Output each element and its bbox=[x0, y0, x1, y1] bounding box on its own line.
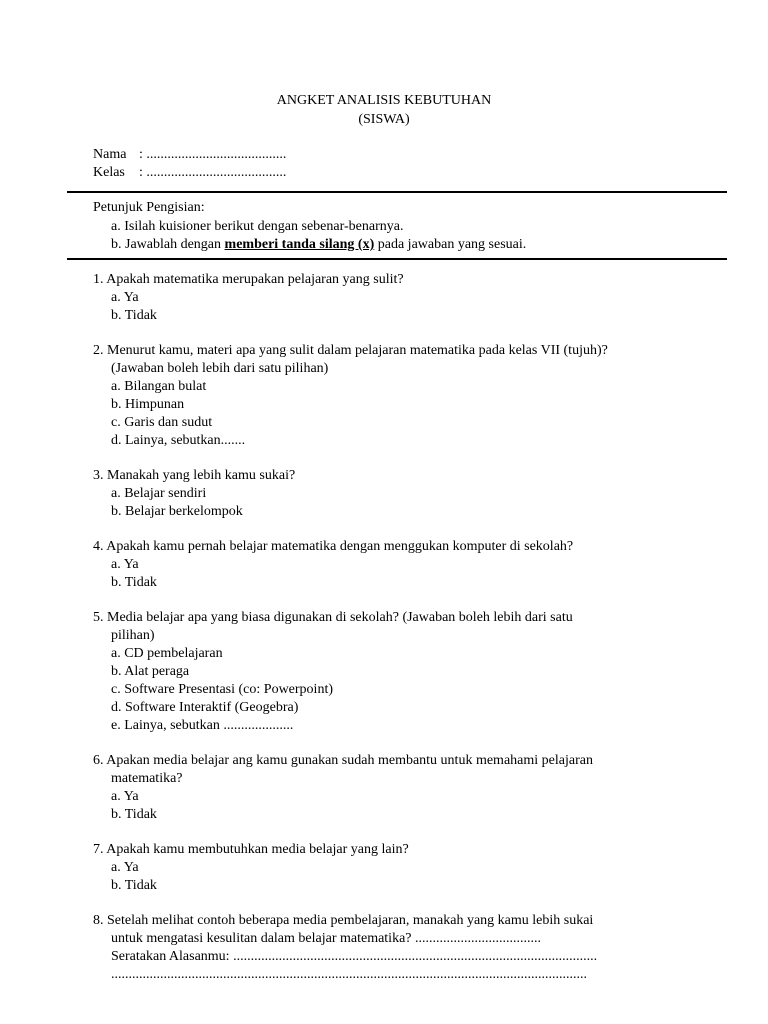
document-title: ANGKET ANALISIS KEBUTUHAN bbox=[276, 93, 492, 108]
name-label: Nama bbox=[93, 147, 127, 162]
instruction-a: a. Isilah kuisioner berikut dengan sebenar-benarnya. bbox=[111, 219, 404, 234]
class-blank: : ........................................ bbox=[139, 165, 287, 180]
top-divider bbox=[67, 191, 727, 193]
instructions-heading: Petunjuk Pengisian: bbox=[93, 200, 205, 215]
q3-option-b: b. Belajar berkelompok bbox=[111, 504, 243, 519]
q8-reason-line: Seratakan Alasanmu: ........................................................................................................ bbox=[111, 949, 598, 964]
class-field-row bbox=[93, 164, 286, 182]
q5-option-c: c. Software Presentasi (co: Powerpoint) bbox=[111, 682, 333, 697]
q7-option-b: b. Tidak bbox=[111, 878, 157, 893]
bottom-divider bbox=[67, 258, 727, 260]
q1-option-b: b. Tidak bbox=[111, 308, 157, 323]
q5-option-b: b. Alat peraga bbox=[111, 664, 190, 679]
question-7: 7. Apakah kamu membutuhkan media belajar yang lain? bbox=[93, 842, 409, 857]
q6-option-b: b. Tidak bbox=[111, 807, 157, 822]
instruction-b-prefix: b. Jawablah dengan bbox=[111, 237, 225, 252]
q5-option-d: d. Software Interaktif (Geogebra) bbox=[111, 700, 299, 715]
q2-option-d: d. Lainya, sebutkan....... bbox=[111, 433, 246, 448]
question-4: 4. Apakah kamu pernah belajar matematika dengan menggukan komputer di sekolah? bbox=[93, 539, 574, 554]
q2-option-b: b. Himpunan bbox=[111, 397, 185, 412]
q8-reason-continuation: ........................................................................................................................................ bbox=[111, 967, 587, 982]
q2-option-c: c. Garis dan sudut bbox=[111, 415, 213, 430]
q2-note: (Jawaban boleh lebih dari satu pilihan) bbox=[111, 361, 329, 376]
question-8-continued: untuk mengatasi kesulitan dalam belajar matematika? .................................... bbox=[111, 931, 542, 946]
instruction-b bbox=[111, 236, 526, 254]
q6-option-a: a. Ya bbox=[111, 789, 139, 804]
instruction-b-suffix: pada jawaban yang sesuai. bbox=[374, 237, 527, 252]
name-field-row bbox=[93, 146, 286, 164]
question-6: 6. Apakan media belajar ang kamu gunakan sudah membantu untuk memahami pelajaran bbox=[93, 753, 593, 768]
q3-option-a: a. Belajar sendiri bbox=[111, 486, 207, 501]
question-2: 2. Menurut kamu, materi apa yang sulit dalam pelajaran matematika pada kelas VII (tujuh)? bbox=[93, 343, 608, 358]
question-6-continued: matematika? bbox=[111, 771, 183, 786]
q7-option-a: a. Ya bbox=[111, 860, 139, 875]
class-label: Kelas bbox=[93, 165, 125, 180]
name-blank: : ........................................ bbox=[139, 147, 287, 162]
question-5: 5. Media belajar apa yang biasa digunakan di sekolah? (Jawaban boleh lebih dari satu bbox=[93, 610, 573, 625]
q2-option-a: a. Bilangan bulat bbox=[111, 379, 207, 394]
q4-option-b: b. Tidak bbox=[111, 575, 157, 590]
question-1: 1. Apakah matematika merupakan pelajaran yang sulit? bbox=[93, 272, 404, 287]
question-5-continued: pilihan) bbox=[111, 628, 155, 643]
q5-option-a: a. CD pembelajaran bbox=[111, 646, 223, 661]
q1-option-a: a. Ya bbox=[111, 290, 139, 305]
question-8: 8. Setelah melihat contoh beberapa media pembelajaran, manakah yang kamu lebih sukai bbox=[93, 913, 594, 928]
question-3: 3. Manakah yang lebih kamu sukai? bbox=[93, 468, 296, 483]
instruction-b-emphasis: memberi tanda silang (x) bbox=[224, 237, 375, 252]
q5-option-e: e. Lainya, sebutkan .................... bbox=[111, 718, 294, 733]
q4-option-a: a. Ya bbox=[111, 557, 139, 572]
document-subtitle: (SISWA) bbox=[358, 112, 410, 127]
